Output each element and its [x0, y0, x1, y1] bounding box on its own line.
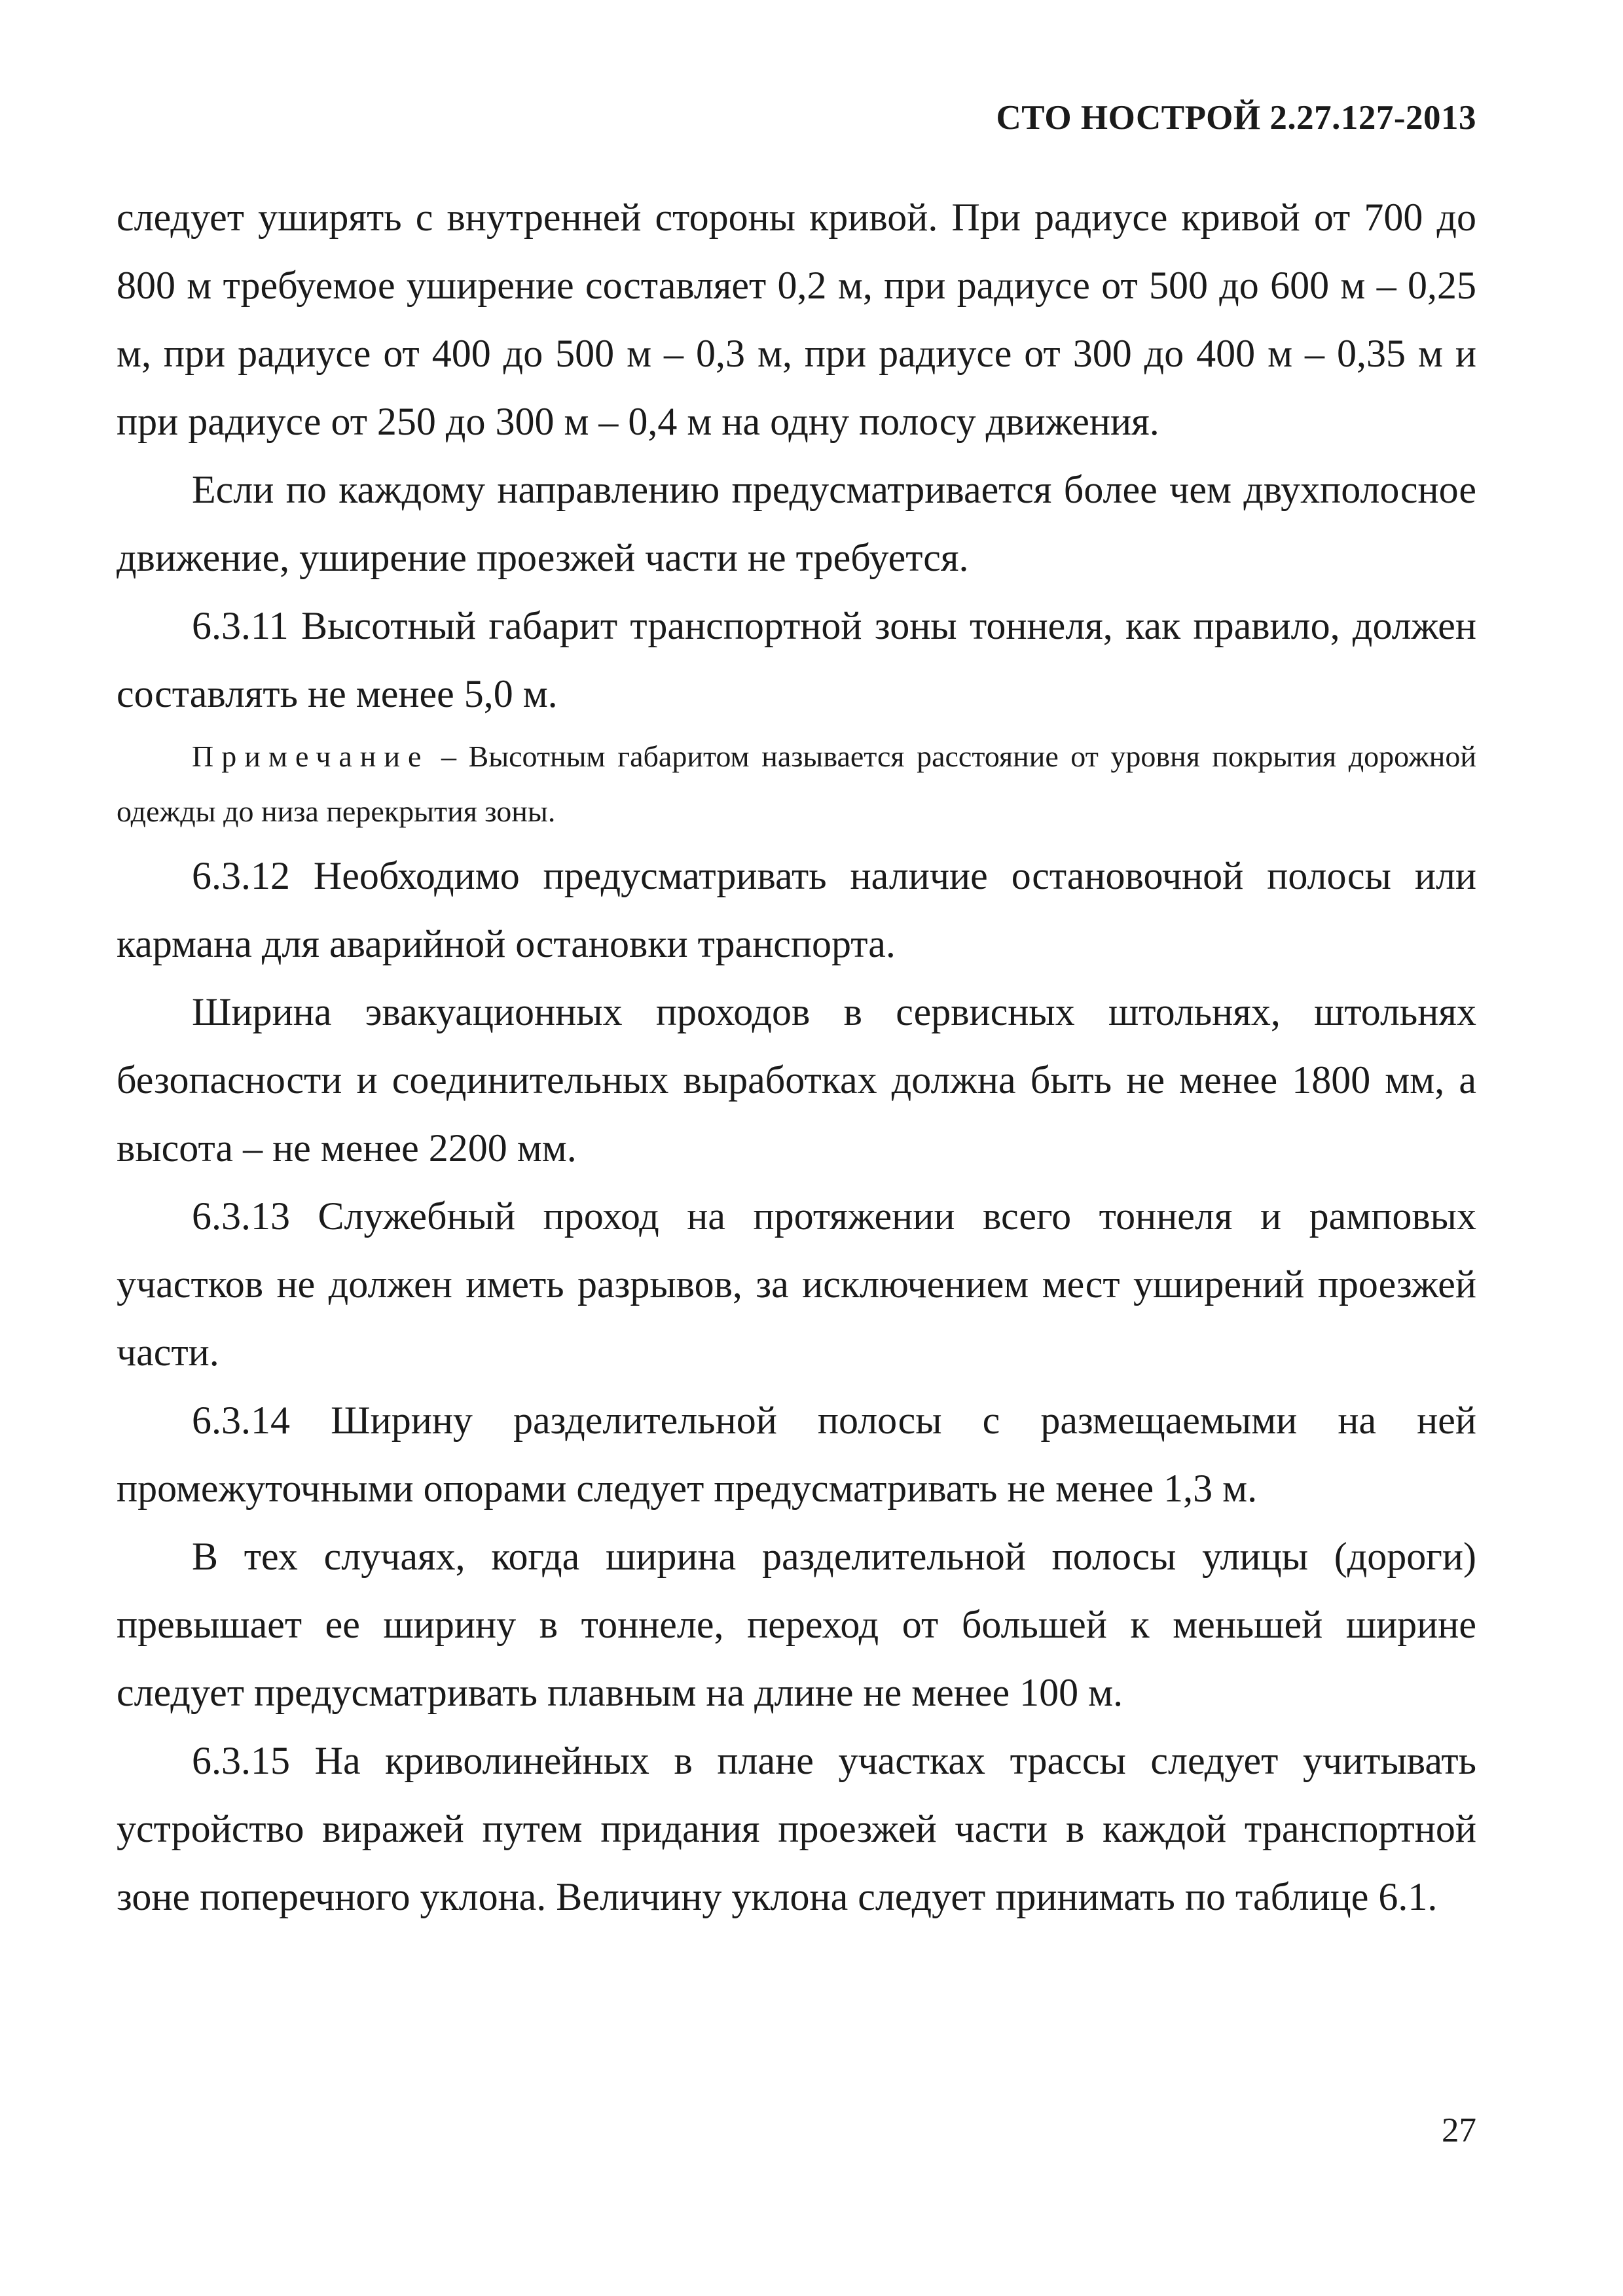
page-number: 27 [1442, 2111, 1476, 2149]
paragraph-6-3-12: 6.3.12 Необходимо предусматривать наличие остановочной полосы или кармана для аварийной остановки транспорта. [117, 854, 1476, 965]
note-text: – Высотным габаритом называется расстояние от уровня покрытия дорожной одежды до низа перекрытия зоны. [117, 740, 1476, 828]
paragraph-6-3-13: 6.3.13 Служебный проход на протяжении всего тоннеля и рамповых участков не должен иметь разрывов, за исключением мест уширений проезжей части. [117, 1194, 1476, 1374]
paragraph-continuation: следует уширять с внутренней стороны кривой. При радиусе кривой от 700 до 800 м требуемое уширение составляет 0,2 м, при радиусе от 500 до 600 м – 0,25 м, при радиусе от 400 до 500 м – 0,3 м, при радиусе от 300 до 400 м – 0,35 м и при радиусе от 250 до 300 м – 0,4 м на одну полосу движения. [117, 196, 1476, 443]
note [117, 729, 1476, 839]
paragraph: Ширина эвакуационных проходов в сервисных штольнях, штольнях безопасности и соединительных выработках должна быть не менее 1800 мм, а высота – не менее 2200 мм. [117, 990, 1476, 1170]
document-header: СТО НОСТРОЙ 2.27.127-2013 [996, 99, 1476, 137]
paragraph: В тех случаях, когда ширина разделительной полосы улицы (дороги) превышает ее ширину в тоннеле, переход от большей к меньшей ширине следует предусматривать плавным на длине не менее 100 м. [117, 1535, 1476, 1714]
paragraph: Если по каждому направлению предусматривается более чем двухполосное движение, уширение проезжей части не требуется. [117, 468, 1476, 579]
paragraph-6-3-14: 6.3.14 Ширину разделительной полосы с размещаемыми на ней промежуточными опорами следует предусматривать не менее 1,3 м. [117, 1399, 1476, 1510]
document-body [117, 183, 1476, 1931]
paragraph-6-3-15: 6.3.15 На криволинейных в плане участках трассы следует учитывать устройство виражей путем придания проезжей части в каждой транспортной зоне поперечного уклона. Величину уклона следует принимать по таблице 6.1. [117, 1739, 1476, 1918]
note-label: Примечание [192, 740, 429, 773]
paragraph-6-3-11: 6.3.11 Высотный габарит транспортной зоны тоннеля, как правило, должен составлять не менее 5,0 м. [117, 604, 1476, 715]
